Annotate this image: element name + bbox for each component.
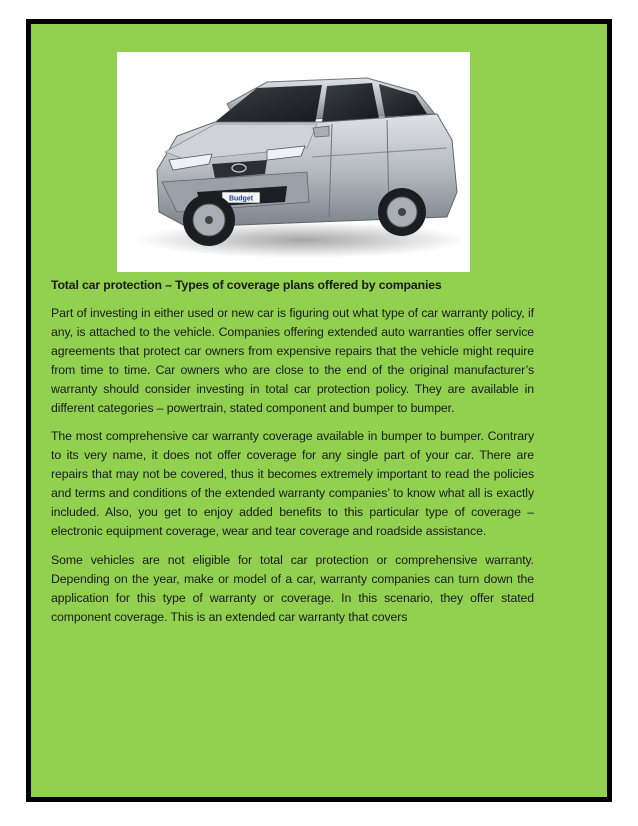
paragraph-1: Part of investing in either used or new car is figuring out what type of car warranty policy, if any, is attached to the vehicle. Companies offering extended auto warranties offer service agreements that protect car owners from expensive repairs that the vehicle might require from time to time. Car owners who are close to the end of the original manufacturer’s warranty should consider investing in total car protection policy. They are available in different categories – powertrain, stated component and bumper to bumper. xyxy=(51,306,534,415)
paragraph-3: Some vehicles are not eligible for total car protection or comprehensive warranty. Depending on the year, make or model of a car, warranty companies can turn down the application for this type of warranty or coverage. In this scenario, they offer stated component coverage. This is an extended car warranty that covers xyxy=(51,552,534,624)
car-illustration xyxy=(117,52,470,272)
article-heading: Total car protection – Types of coverage plans offered by companies xyxy=(51,278,442,292)
plate-label: Budget xyxy=(228,195,254,203)
paragraph-2: The most comprehensive car warranty coverage available in bumper to bumper. Contrary to its very name, it does not offer coverage for any single part of your car. There are repairs that may not be covered, thus it becomes extremely important to read the policies and terms and conditions of the extended warranty companies’ to know what all is exactly included. Also, you get to enjoy added benefits to this particular type of coverage – electronic equipment coverage, wear and tear coverage and roadside assistance. xyxy=(51,429,534,538)
article-body xyxy=(51,276,534,637)
car-photo xyxy=(117,52,470,272)
